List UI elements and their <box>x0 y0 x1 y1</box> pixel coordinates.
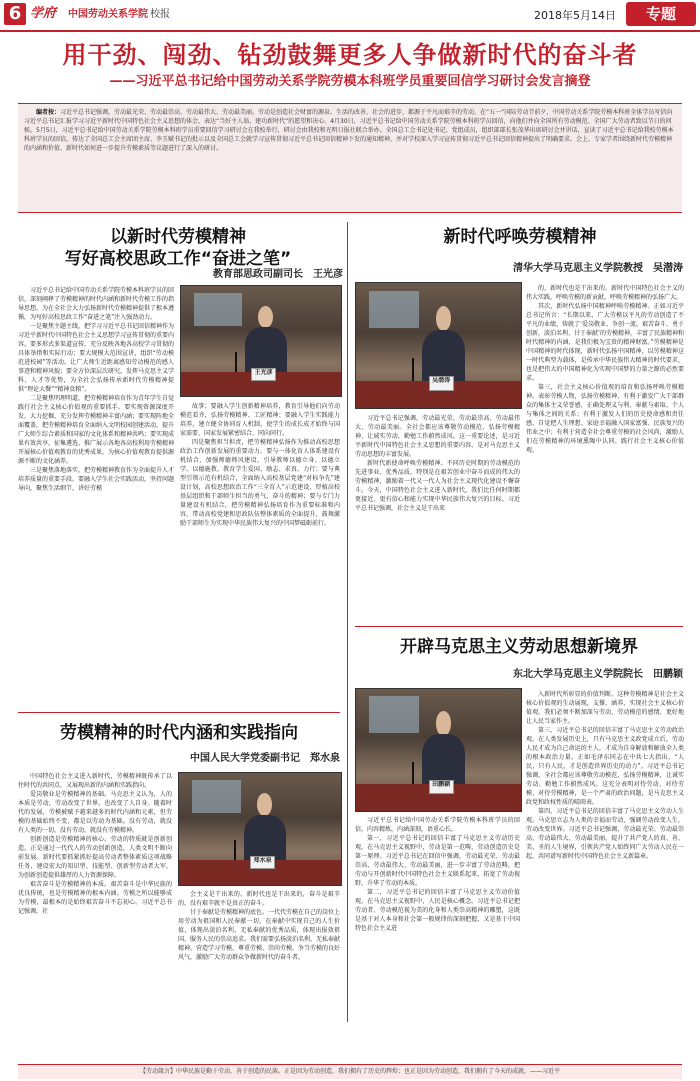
article-2-paragraph: 其次，新时代弘扬中国精神呼唤劳模精神。正如习近平总书记所言：“长期以来，广大劳模以平凡的劳动创造了不平凡的业绩，铸就了‘爱岗敬业、争创一流，艰苦奋斗、勇于创新，淡泊名利、甘于奉献’的劳模精神，丰富了民族精神和时代精神的内涵，是我们极为宝贵的精神财富。”劳模精神是中国精神的时代体现，新时代弘扬中国精神，以劳模精神这一时代典型为载体，是传承中华民族伟大精神的时代要求，也是把伟大的中国精神化为实现中国梦的力量之源的必然要求。 <box>526 303 684 382</box>
right-article-divider <box>355 626 683 627</box>
article-3-paragraph: 甘于奉献是劳模精神的底色。一代代劳模在自己的岗位上用劳动为祖国和人民奉献一切，在奉献中实现自己的人生价值，体现出淡泊名利、无私奉献的优秀品质，体现出报效祖国、服务人民的崇高追求。我们需要弘扬淡泊名利、无私奉献精神，营造学习劳模、尊重劳模、崇尚劳模、争当劳模的良好风气，激励广大劳动群众争做新时代的奋斗者。 <box>178 909 340 961</box>
article-4-paragraph: 第二，习近平总书记的回信丰富了马克思主义劳动价值观。在马克思主义视野中，人民是核心概念。习近平总书记把劳动者、劳动模范视为美的化身和人类崇高精神的雕塑，这既是基于对人本身和社会第一般规律的深刻把握，又是基于中国特色社会主义进 <box>355 889 520 932</box>
article-4-paragraph: 第三，习近平总书记的回信丰富了马克思主义劳动政治观。在人类发展历史上，只有马克思主义政党成立后，劳动人民才成为自己命运的主人，才成为自身解放和解放全人类的根本政治力量。正如毛泽东同志在中共七大指出，“人民，只有人民，才是创造世界历史的动力”。习近平总书记强调，全社会都应该尊敬劳动模范、弘扬劳模精神，让诚实劳动、勤勉工作蔚然成风。这充分表明对待劳动、对待劳模、对待劳模精神，是一个严肃的政治问题，是马克思主义政党和政权性质的晴雨表。 <box>526 727 684 806</box>
college-label: 中国劳动关系学院 <box>68 9 148 20</box>
article-3-photo <box>178 772 342 886</box>
paper-name: 学府 <box>30 6 57 21</box>
article-2-paragraph: 新时代新使命呼唤劳模精神。不同历史时期的劳动模范的先进事业、优秀品质，特别是在艰苦创业中奋斗而成的伟大的劳模精神，激励着一代又一代人为社会主义现代化建设不懈奋斗。今天，中国特色社会主义进入新时代，我们比任何时期都更接近、更有信心和能力实现中华民族伟大复兴的目标。习近平总书记强调，社会主义是干出来 <box>355 460 520 512</box>
article-3-col-2 <box>178 890 340 1058</box>
article-4-col-2 <box>526 690 684 1058</box>
article-1-title-line2: 写好高校思政工作“奋进之笔” <box>64 249 292 269</box>
footer-quote: 【劳动箴言】中华民族是勤于劳动、善于创造的民族。正是因为劳动创造，我们拥有了历史的辉煌；也正是因为劳动创造，我们拥有了今天的成就。——习近平 <box>18 1064 682 1079</box>
section-tag: 专题 <box>626 2 696 26</box>
article-4-paragraph: 第一，习近平总书记的回信丰富了马克思主义劳动历史观。在马克思主义视野中，劳动是第一范畴，劳动创造历史是第一原理。习近平总书记在回信中强调，劳动最光荣、劳动最崇高、劳动最伟大、劳动最美丽，进一步丰富了劳动范畴，把劳动与开创新时代中国特色社会主义联系起来，拓宽了劳动视野，升华了劳动的本质。 <box>355 835 520 887</box>
article-3-paragraph: 艰苦奋斗是劳模精神的本质。艰苦奋斗是中华民族的优良传统，也是劳模精神的根本内涵。劳模之所以能够成为劳模，最根本的是始终艰苦奋斗不忘初心。习近平总书记强调，社 <box>18 881 172 915</box>
article-3-byline: 中国人民大学党委副书记 郑水泉 <box>190 753 340 764</box>
left-article-divider <box>18 712 340 713</box>
article-1-photo <box>180 285 342 397</box>
article-4-byline: 东北大学马克思主义学院院长 田鹏颖 <box>513 669 683 680</box>
article-3-title: 劳模精神的时代内涵和实践指向 <box>60 723 298 743</box>
article-1-nameplate: 王光彦 <box>251 368 275 381</box>
college-name <box>68 7 170 23</box>
article-3-col-1 <box>18 772 172 1058</box>
editor-note <box>18 103 682 213</box>
article-2-col-2 <box>526 284 684 619</box>
article-4-title: 开辟马克思主义劳动思想新境界 <box>400 637 638 657</box>
article-3-paragraph: 中国特色社会主义进入新时代，劳模精神既传承了以往时代的共同点，又展现出新的内涵和实践指向。 <box>18 773 172 789</box>
article-4-paragraph: 第四，习近平总书记的回信丰富了马克思主义劳动人生观。马克思立志为人类的幸福而劳动，强调劳动改变人生，劳动改变世界。习近平总书记强调，劳动最光荣、劳动最崇高、劳动最伟大、劳动最美丽。提升了共产党人的真、善、美、圣的人生境界，引领共产党人始终同广大劳动人民在一起，共同谱写新时代中国特色社会主义新篇章。 <box>526 808 684 860</box>
article-1-paragraph: 二是聚焦明理明道，把劳模精神培育作为青年学生自觉践行社会主义核心价值观的重要抓手。要实现资源深度开发，大力挖掘、充分发挥劳模精神丰富内涵；要实现阵地全面覆盖，把劳模精神培育全面纳入文明校园创建活动，提升广大师生综合素质和国家的文化体系和精神共鸣；要实现成果有效共享，征集遴选、推广展示各地各高校利用劳模精神开展核心价值观教育的优秀成果，为核心价值观教育提供源源不断的文化涵养。 <box>18 395 174 465</box>
article-1-title <box>18 226 338 270</box>
article-1-paragraph: 四是聚焦担当担责，把劳模精神弘扬作为推动高校思想政治工作创新发展的重要动力。要与一体化育人体系建设有机结合，加强师德师风建设，引导教师以德立身、以德立学、以德施教，教育学生爱国、励志、求真、力行；要与典型引领示范有机结合，全面纳入高校基层党建“对标争先”建设计划，高校思想政治工作“三全育人”示范建设，厚植高校基层组织和干部师生担当的勇气、奋斗的精神；要与专门力量建设有机结合，把劳模精神弘扬培育作为重要标准和内容，带动高校党建和思政队伍整体素质的全面提升，鼓舞激励干部师生为实现中华民族伟大复兴的中国梦砥砺前行。 <box>180 439 340 527</box>
article-2-photo <box>355 282 522 409</box>
article-1-paragraph: 一是聚焦主题主线，把学习习近平总书记回信精神作为习近平新时代中国特色社会主义思想学习宣传贯彻的重要内容。要多形式多渠道宣传，充分反映各地各高校学习贯彻的具体举措和实际行动；要大规模大范围宣讲，组织“劳动模范进校园”等活动，让广大师生近距离感知劳动模范的感人事迹和精神风貌；要全方位深层次研究，发挥马克思主义学科、人才等优势，为全社会弘扬传承新时代劳模精神提供“理论大餐”“精神食粮”。 <box>18 323 174 393</box>
article-1-col-2 <box>180 402 340 702</box>
article-2-paragraph: 第三，社会主义核心价值观的培育和弘扬呼唤劳模精神。表彰劳模人物，弘扬劳模精神，有利于激发广大干部群众的集体主义荣誉感，正确处理义与利、奉献与索取、个人与集体之间的关系；有利于激发人们的历史使命感和责任感，自觉把人生理想、家庭幸福融入国家富强、民族复兴的伟业之中；有利于营造全社会尊重劳模的社会风尚，激励人们在劳模精神的环境熏陶中认同、践行社会主义核心价值观。 <box>526 384 684 454</box>
column-divider <box>347 222 348 1022</box>
masthead <box>0 0 700 32</box>
article-3-nameplate: 郑水泉 <box>250 856 275 869</box>
article-1-paragraph: 习近平总书记给中国劳动关系学院劳模本科班学员的回信，深刻阐释了劳模精神的时代内涵和新时代劳模工作的指导思想，为在全社会大力弘扬新时代劳模精神提供了根本遵循，为写好高校思政工作“奋进之笔”注入强劲动力。 <box>18 287 174 321</box>
editor-note-label: 编者按： <box>36 109 61 116</box>
main-subtitle: ——习近平总书记给中国劳动关系学院劳模本科班学员重要回信学习研讨会发言摘登 <box>109 74 591 89</box>
article-4-nameplate: 田鹏颖 <box>429 780 454 794</box>
article-2-paragraph: 的，新时代也是干出来的。新时代中国特色社会主义的伟大实践，呼唤劳模的新贡献，呼唤劳模精神的弘扬广大。 <box>526 285 684 301</box>
article-2-paragraph: 习近平总书记强调，劳动最光荣、劳动最崇高、劳动最伟大、劳动最美丽。全社会都应该尊敬劳动模范、弘扬劳模精神，让诚实劳动、勤勉工作蔚然成风。这一重要论述，是习近平新时代中国特色社会主义思想的重要内容，是对马克思主义劳动思想的丰富发展。 <box>355 415 520 458</box>
article-3-paragraph: 创新创造是劳模精神的核心。劳动的特质就是创新创造。正是通过一代代人的劳动创新创造，人类文明不断向前发展。新时代要抓紧抓好提高劳动者整体素质这项战略任务，建设宏大的知识型、技能型、创新型劳动者大军，为创新创造提供雄厚的人力资源保障。 <box>18 836 172 879</box>
article-2-byline: 清华大学马克思主义学院教授 吴潜涛 <box>513 263 683 274</box>
article-3-paragraph: 会主义是干出来的，新时代也是干出来的，奋斗是艰辛的，没有艰辛就不是真正的奋斗。 <box>178 891 340 907</box>
article-1-paragraph: 三是聚焦落地落实，把劳模精神教育作为全面提升人才培养质量的重要手段。要融入学生社会实践活动，坚持问题导向，聚焦生活细节，讲好劳模 <box>18 467 174 492</box>
article-3-paragraph: 爱岗敬业是劳模精神的基础。马克思主义认为，人的本质是劳动，劳动改变了世界，也改变了人自身。随着时代的发展，劳模被赋予越来越多的时代内涵和元素，但劳模的基础始终不变，都是以劳动为基础。没有劳动，就没有人类的一切，没有劳动，就没有劳模精神。 <box>18 791 172 834</box>
main-headline: 用干劲、闯劲、钻劲鼓舞更多人争做新时代的奋斗者 <box>62 41 638 69</box>
article-4-photo <box>355 688 522 812</box>
article-4-paragraph: 习近平总书记给中国劳动关系学院劳模本科班学员的回信，内容精炼，内涵深刻，语重心长。 <box>355 817 520 833</box>
xiaobao-label: 校报 <box>150 9 170 20</box>
article-4-paragraph: 入新时代所彰显的价值判断。这种劳模精神是社会主义核心价值观的生动展现，支撑、涵养、实现社会主义核心价值观。我们必须不断加深与劳动、劳动模范的感情，更好地让人民当家作主。 <box>526 691 684 725</box>
article-1-byline: 教育部思政司副司长 王光彦 <box>213 269 343 280</box>
page-number: 6 <box>4 3 26 25</box>
editor-note-text: 习近平总书记强调，劳动最光荣、劳动最崇高、劳动最伟大、劳动最美丽。劳动是创造社会财富的源泉。生活的改善、社会的进步，都源于平凡而艰辛的劳动。在“五一”国际劳动节前夕，中国劳动关系学院劳模本科班全体学员写信向习近平总书记汇报学习习近平新时代中国特色社会主义思想的体会，表达“当好主人翁、建功新时代”的愿望和决心。4月30日，习近平总书记给中国劳动关系学院劳模本科班学员回信，向他们并向全国所有劳动模范、全国广大劳动者致以节日的问候。5月5日，习近平总书记给中国劳动关系学院劳模本科班学员重要回信学习研讨会在我校举行，研讨会由我校和光明日报社联合举办。全国总工会书记处书记、党组成员，组织部部长张茂华出席研讨会并讲话，宣读了习近平总书记给我校劳模本科班学员的回信，传达了全国总工会主席团主席、李玉赋书记的批示以及全国总工会就学习宣传贯彻习近平总书记回信精神下发的通知精神，并对学校深入学习宣传贯彻习近平总书记回信精神提出了明确要求。会上，专家学者围绕新时代劳模精神的内涵和价值、新时代如何进一步提升劳模素质等议题进行了深入的研讨。 <box>24 109 674 152</box>
issue-date: 2018年5月14日 <box>534 9 616 22</box>
article-1-title-line1: 以新时代劳模精神 <box>110 227 246 247</box>
article-4-col-1 <box>355 816 520 1058</box>
article-2-col-1 <box>355 414 520 619</box>
article-2-nameplate: 吴潜涛 <box>429 376 454 391</box>
article-1-paragraph: 故事；要融入学生创新精神培养，教育引导他们向劳动模范看齐，弘扬劳模精神、工匠精神；要融入学生实践能力培养，建立健全协同育人机制，使学生的成长成才始终与国家需要、国家发展紧密结合、同向同行。 <box>180 403 340 437</box>
article-2-title: 新时代呼唤劳模精神 <box>443 227 597 247</box>
article-1-col-1 <box>18 286 174 680</box>
